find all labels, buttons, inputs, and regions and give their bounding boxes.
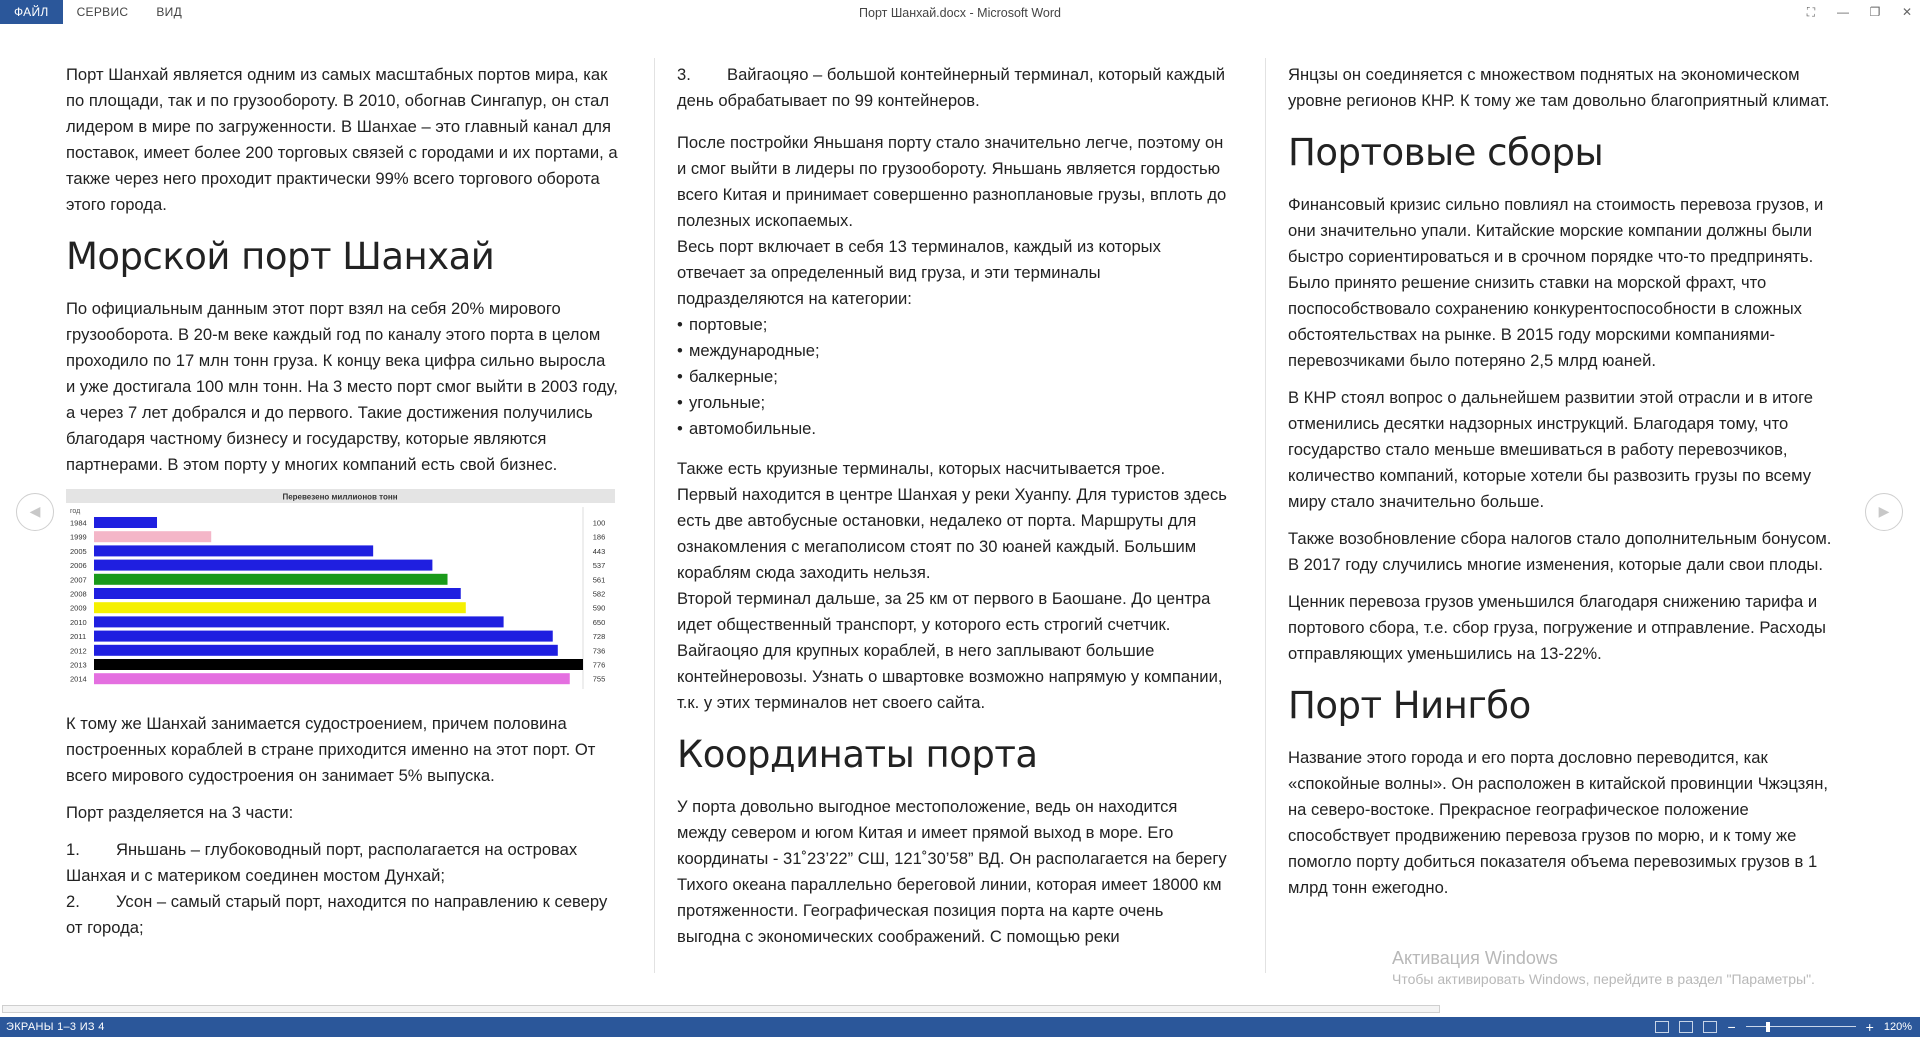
list-item: • автомобильные. [677,416,1229,442]
chart-bar [94,531,211,542]
title-bar [0,0,1920,26]
paragraph: У порта довольно выгодное местоположение, ведь он находится между севером и югом Китая и имеет прямой выход в море. Его координаты - 31˚23’22” СШ, 121˚30’58” ВД. Он располагается на берегу Тихого океана параллельно береговой линии, которая имеет 18000 км протяженности. Географическая позиция порта на карте очень выгодна с экономических соображений. С помощью реки [677,797,1227,946]
scrollbar-thumb[interactable] [2,1005,1440,1013]
chart-category-label: 2007 [70,575,87,585]
cargo-chart [66,489,618,693]
next-screen-button[interactable] [1865,493,1903,531]
list-item: • международные; [677,338,1229,364]
list-text: Усон – самый старый порт, находится по направлению к северу от города; [66,892,608,937]
zoom-slider[interactable] [1746,1017,1856,1037]
chart-value-label: 590 [592,603,606,613]
list-item [66,837,618,889]
paragraph: Название этого города и его порта дословно переводится, как «спокойные волны». Он расположен в китайской провинции Чжэцзян, на северо-востоке. Прекрасное географическое положение способствует продвижению перевоза грузов по морю, и к тому же помогло порту добиться показателя объема перевозимых грузов в 1 млрд тонн ежегодно. [1288,748,1829,897]
chart-category-label: 2014 [70,674,87,684]
chart-bar [94,631,553,642]
chart-value-label: 537 [592,561,606,571]
chart-bar [94,616,504,627]
activation-title: Активация Windows [1392,948,1558,968]
chart-category-label: 2008 [70,589,87,599]
chart-category-label: 2010 [70,617,87,627]
chart-value-label: 100 [592,518,606,528]
chart-bar [94,645,558,656]
cargo-chart-svg [66,489,618,693]
status-controls [1655,1017,1912,1037]
window-controls [1804,0,1914,24]
chart-value-label: 755 [592,674,606,684]
chart-bar [94,560,432,571]
chart-category-label: 2009 [70,603,87,613]
paragraph: К тому же Шанхай занимается судостроением, причем половина построенных кораблей в стране приходится именно на этот порт. От всего мирового судостроения он занимает 5% выпуска. [66,714,596,785]
window-title: Порт Шанхай.docx - Microsoft Word [859,6,1061,20]
list-number: 3. [677,65,691,84]
paragraph: Финансовый кризис сильно повлиял на стоимость перевоза грузов, и они значительно упали. Китайские морские компании должны были быстро сориентироваться и в срочном порядке что-то предпринять. Было принято решение снизить ставки на морской фрахт, что поспособствовало сохранению конкурентоспособности в сложных обстоятельствах на рынке. В 2015 году морскими компаниями-перевозчиками было потеряно 2,5 млрд юаней. [1288,195,1824,370]
paragraph: Также есть круизные терминалы, которых насчитывается трое. Первый находится в центре Шанхая у реки Хуанпу. Для туристов здесь есть две автобусные остановки, недалеко от порта. Маршруты для ознакомления с мегаполисом стоят по 30 юаней каждый. Большим кораблям сюда заходить нельзя. [677,459,1227,582]
read-mode-icon[interactable] [1655,1021,1669,1033]
heading-coordinates: Координаты порта [677,733,1038,776]
paragraph: Также возобновление сбора налогов стало дополнительным бонусом. В 2017 году случились многие изменения, которые дали свои плоды. [1288,529,1832,574]
chart-category-label: 2012 [70,646,87,656]
column-divider [1265,58,1266,973]
zoom-knob[interactable] [1766,1022,1770,1032]
restore-icon[interactable]: ❐ [1869,5,1881,19]
paragraph: Вайгаоцяо для крупных кораблей, в него заплывают большие контейнеровозы. Узнать о швартовке возможно напрямую у компании, т.к. у этих терминалов нет своего сайта. [677,641,1223,712]
numbered-list [66,837,618,941]
chart-bar [94,588,461,599]
chevron-right-icon: ▶ [1878,503,1890,519]
web-layout-icon[interactable] [1703,1021,1717,1033]
list-item: • угольные; [677,390,1229,416]
status-bar [0,1017,1920,1037]
list-item [66,889,618,941]
chart-bar [94,574,448,585]
previous-screen-button[interactable] [16,493,54,531]
bullet-list [677,312,1229,442]
chart-bar [94,517,157,528]
paragraph: По официальным данным этот порт взял на себя 20% мирового грузооборота. В 20-м веке каждый год по каналу этого порта в целом проходило по 17 млн тонн груза. К концу века цифра сильно выросла и уже достигала 100 млн тонн. На 3 место порт смог выйти в 2003 году, а через 7 лет добрался и до первого. Такие достижения получились благодаря частному бизнесу и государству, которые являются партнерами. В этом порту у многих компаний есть свой бизнес. [66,299,618,474]
menu-service[interactable]: СЕРВИС [76,5,129,19]
chart-category-label: 2005 [70,546,87,556]
fullscreen-icon[interactable]: ⛶ [1806,5,1816,19]
zoom-track [1746,1026,1856,1027]
chart-bar [94,545,373,556]
menu-view[interactable]: ВИД [156,5,183,19]
chart-value-label: 186 [592,532,606,542]
heading-sea-port: Морской порт Шанхай [66,235,495,278]
chevron-left-icon: ◀ [29,503,41,519]
chart-bar [94,602,466,613]
paragraph: Порт Шанхай является одним из самых масштабных портов мира, как по площади, так и по грузообороту. В 2010, обогнав Сингапур, он стал лидером в мире по загруженности. В Шанхае – это главный канал для поставок, имеет более 200 торговых связей с городами и их портами, а также через него проходит практически 99% всего торгового оборота этого города. [66,65,618,214]
menu-file[interactable]: ФАЙЛ [0,0,63,24]
list-number: 1. [66,840,80,859]
list-number: 2. [66,892,80,911]
chart-category-label: 2013 [70,660,87,670]
column-divider [654,58,655,973]
chart-title: Перевезено миллионов тонн [282,492,398,502]
document-column-2 [677,62,1229,961]
chart-axis-label: год [70,508,81,515]
list-item [677,62,1229,114]
chart-value-label: 776 [592,660,606,670]
chart-value-label: 650 [592,617,606,627]
chart-category-label: 2006 [70,561,87,571]
chart-value-label: 728 [592,632,606,642]
paragraph: В КНР стоял вопрос о дальнейшем развитии этой отрасли и в итоге отменились десятки надзорных инструкций. Благодаря тому, что государство стало меньше вмешиваться в работу перевозчиков, количество компаний, которые хотели бы развозить грузы по всему миру стало значительно больше. [1288,388,1813,511]
page-indicator[interactable]: ЭКРАНЫ 1–3 ИЗ 4 [6,1021,105,1033]
paragraph: Порт разделяется на 3 части: [66,803,294,822]
chart-category-label: 2011 [70,632,87,642]
list-text: Яньшань – глубоководный порт, располагается на островах Шанхая и с материком соединен мостом Дунхай; [66,840,578,885]
chart-value-label: 443 [592,546,606,556]
close-icon[interactable]: ✕ [1901,5,1913,19]
chart-value-label: 736 [592,646,606,656]
paragraph: Ценник перевоза грузов уменьшился благодаря снижению тарифа и портового сбора, т.е. сбор груза, погружение и отправление. Расходы отправляющих уменьшились на 13-22%. [1288,592,1826,663]
paragraph: Янцзы он соединяется с множеством поднятых на экономическом уровне регионов КНР. К тому же там довольно благоприятный климат. [1288,65,1830,110]
zoom-level[interactable]: 120% [1883,1021,1912,1033]
paragraph: После постройки Яньшаня порту стало значительно легче, поэтому он и смог выйти в лидеры по грузообороту. Яньшань является гордостью всего Китая и принимает совершенно разноплановые грузы, вплоть до полезных ископаемых. [677,133,1227,230]
chart-value-label: 561 [592,575,606,585]
list-item: • портовые; [677,312,1229,338]
menu-bar [0,0,196,24]
chart-bar [94,659,583,670]
minimize-icon[interactable]: — [1837,5,1849,19]
heading-port-fees: Портовые сборы [1288,131,1604,174]
document-column-3 [1288,62,1840,912]
chart-bar [94,673,570,684]
heading-ningbo-port: Порт Нингбо [1288,684,1531,727]
document-column-1 [66,62,618,941]
zoom-in-button[interactable]: + [1865,1019,1874,1035]
list-item: • балкерные; [677,364,1229,390]
activation-subtitle: Чтобы активировать Windows, перейдите в раздел "Параметры". [1392,971,1815,987]
paragraph: Весь порт включает в себя 13 терминалов, каждый из которых отвечает за определенный вид груза, и эти терминалы подразделяются на категории: [677,237,1161,308]
list-text: Вайгаоцяо – большой контейнерный терминал, который каждый день обрабатывает по 99 контейнеров. [677,65,1225,110]
print-layout-icon[interactable] [1679,1021,1693,1033]
windows-activation-watermark [1392,946,1815,988]
zoom-out-button[interactable]: − [1727,1019,1736,1035]
chart-category-label: 1999 [70,532,87,542]
paragraph: Второй терминал дальше, за 25 км от первого в Баошане. До центра идет общественный транспорт, у которого есть строгий счетчик. [677,589,1211,634]
horizontal-scrollbar[interactable] [0,1003,1920,1017]
chart-category-label: 1984 [70,518,87,528]
chart-value-label: 582 [592,589,606,599]
